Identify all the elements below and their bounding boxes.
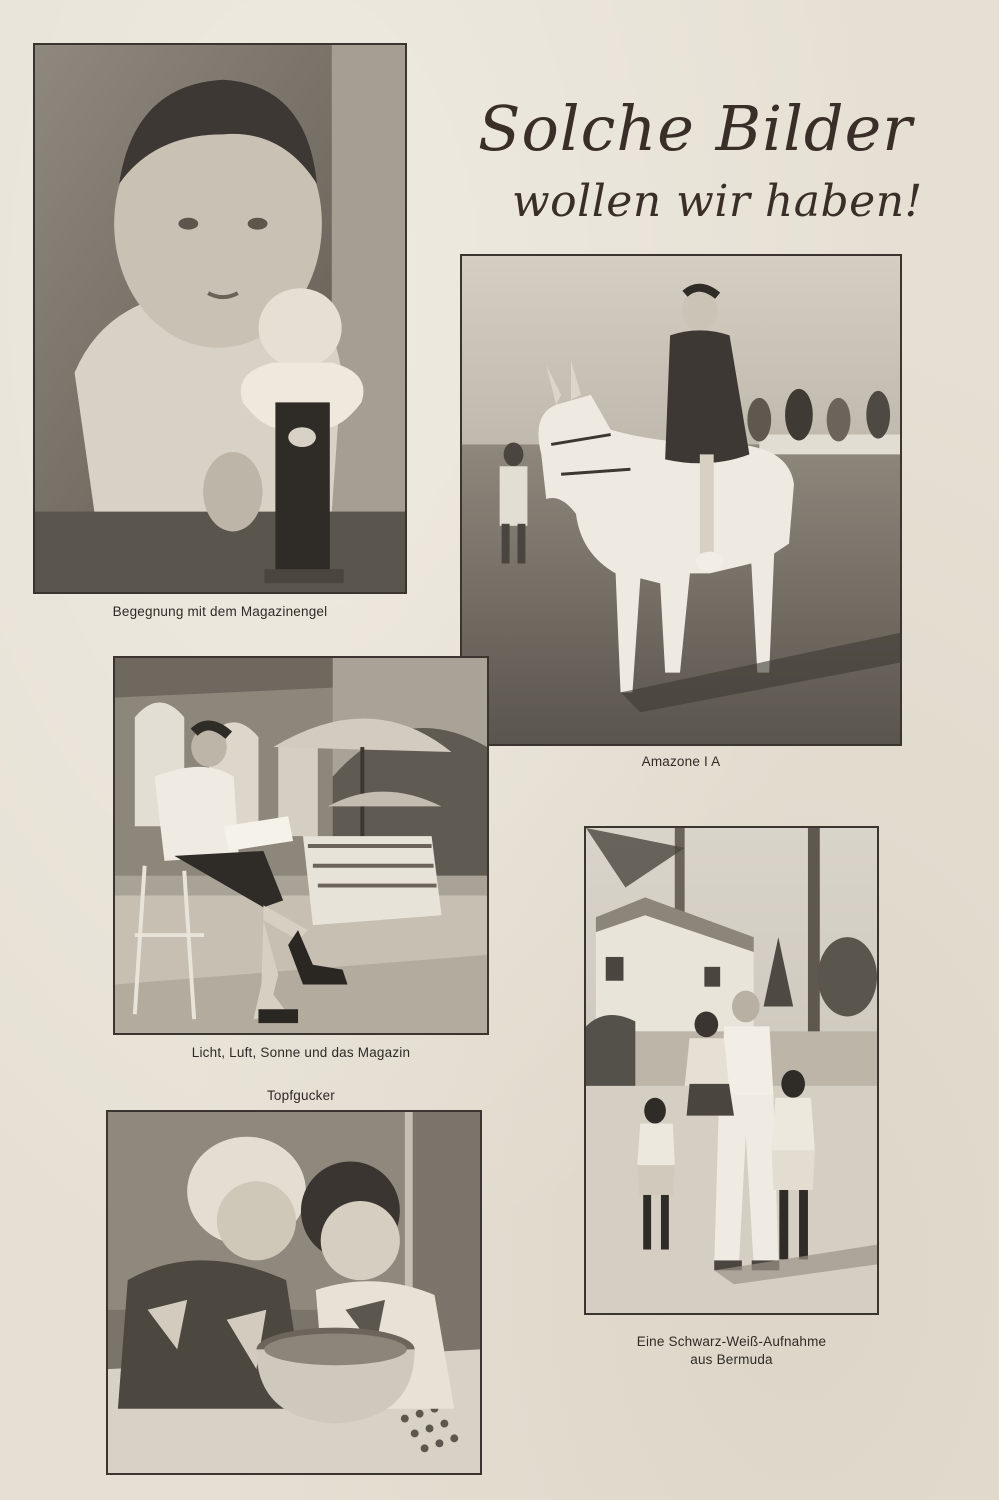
- photo-children-with-pot: [106, 1110, 482, 1475]
- photo-reading-on-terrace: [113, 656, 489, 1035]
- caption-bermuda-line-2: aus Bermuda: [690, 1352, 773, 1367]
- photo-pot-image: [108, 1112, 480, 1473]
- caption-child-with-angel-doll: Begegnung mit dem Magazinengel: [112, 604, 328, 619]
- headline-line-1: Solche Bilder: [478, 92, 913, 165]
- caption-reading-on-terrace: Licht, Luft, Sonne und das Magazin: [191, 1045, 411, 1060]
- photo-child-image: [35, 45, 405, 592]
- caption-children-with-pot: Topfgucker: [266, 1088, 336, 1103]
- photo-donkey-image: [462, 256, 900, 744]
- photo-bermuda-group: [584, 826, 879, 1315]
- caption-bermuda-line-1: Eine Schwarz-Weiß-Aufnahme: [636, 1334, 827, 1349]
- photo-woman-on-donkey: [460, 254, 902, 746]
- headline-line-2: wollen wir haben!: [512, 176, 923, 227]
- photo-terrace-image: [115, 658, 487, 1033]
- caption-woman-on-donkey: Amazone I A: [641, 754, 721, 769]
- photo-bermuda-image: [586, 828, 877, 1313]
- photo-child-with-angel-doll: [33, 43, 407, 594]
